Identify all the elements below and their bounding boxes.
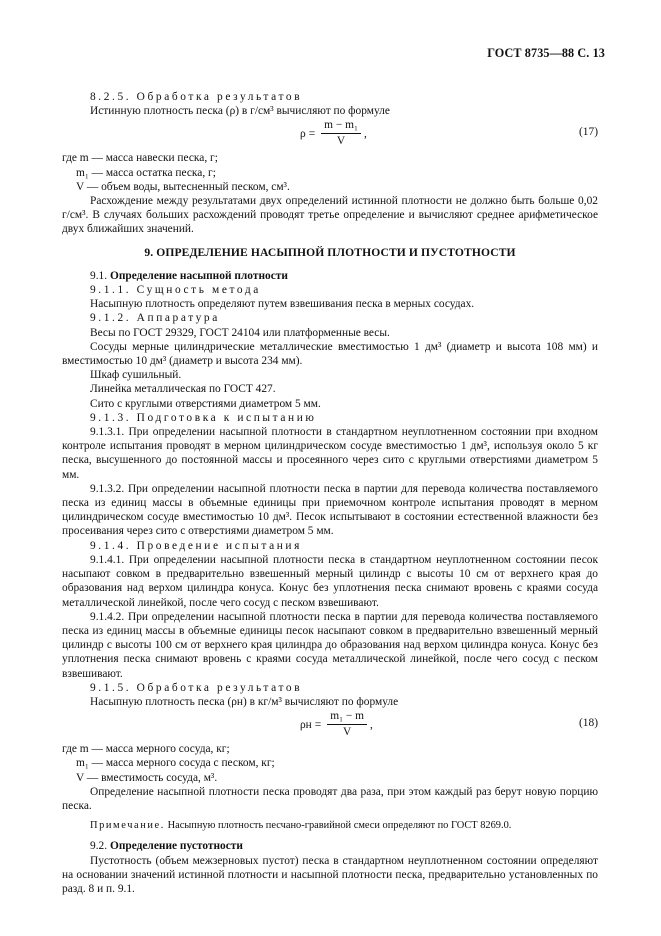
formula-17-number: (17) <box>579 126 598 139</box>
formula-17-lhs: ρ <box>300 127 306 140</box>
document-body <box>62 90 598 896</box>
formula-18-lhs: ρн <box>300 718 312 731</box>
section-9-heading: 9. ОПРЕДЕЛЕНИЕ НАСЫПНОЙ ПЛОТНОСТИ И ПУСТОТНОСТИ <box>144 245 516 259</box>
where-line: где m — масса навески песка, г; <box>62 152 218 165</box>
where-line: где m — масса мерного сосуда, кг; <box>62 743 230 756</box>
subsection-9-1-1-text: Насыпную плотность определяют путем взвешивания песка в мерных сосудах. <box>90 298 475 311</box>
running-header: ГОСТ 8735—88 С. 13 <box>487 46 605 60</box>
subsection-9-1-heading <box>62 269 598 283</box>
formula-18-tail: , <box>370 718 373 731</box>
formula-18-numerator: m₁ − m <box>327 710 367 725</box>
paragraph-divergence: Расхождение между результатами двух определений истинной плотности не должно быть больше 0,02 г/см³. В случаях больших расхождений проводят третье определение и вычисляют среднее арифметическое двух ближайших значений. <box>62 195 598 236</box>
formula-17-denominator: V <box>336 135 346 148</box>
clause-9-1-3-2: 9.1.3.2. При определении насыпной плотности песка в партии для перевода количества поставляемого песка из единиц массы в объемные единицы при приемочном контроле испытания проводят в мерном цилиндрическом сосуде вместимостью 10 дм³. Песок испытывают в состоянии естественной влажности без просеивания через сито с отверстиями диаметром 5 мм. <box>62 482 598 538</box>
where-line: m₁ — масса остатка песка, г; <box>76 166 216 179</box>
subsection-9-1-number: 9.1. <box>90 269 108 282</box>
note-label: Примечание. <box>90 820 165 832</box>
note <box>62 819 598 833</box>
subsection-9-2-number: 9.2. <box>90 840 108 853</box>
subsection-9-1-5-title: 9.1.5. Обработка результатов <box>90 681 303 694</box>
subsection-9-1-1-title: 9.1.1. Сущность метода <box>90 284 261 297</box>
subsection-9-2-title: Определение пустотности <box>109 840 243 853</box>
formula-17-fraction <box>321 119 361 148</box>
subsection-9-2-heading <box>62 839 598 853</box>
clause-9-1-4-1: 9.1.4.1. При определении насыпной плотности песка в стандартном неуплотненном состоянии песок насыпают совком в предварительно взвешенный мерный цилиндр с высоты 10 см от верхнего края до образования над верхом цилиндра конуса. Конус без уплотнения песка снимают вровень с краями сосуда металлической линейкой, после чего сосуд с песком взвешивают. <box>62 553 598 609</box>
clause-9-1-3-1: 9.1.3.1. При определении насыпной плотности в стандартном неуплотненном состоянии при входном контроле испытания проводят в мерном цилиндрическом сосуде вместимостью 1 дм³, используя около 5 кг песка, высушенного до постоянной массы и просеянного через сито с круглыми отверстиями диаметром 5 мм. <box>62 426 598 481</box>
formula-17-numerator: m − m₁ <box>321 119 361 134</box>
subsection-9-1-title: Определение насыпной плотности <box>109 269 288 282</box>
where-line: V — вместимость сосуда, м³. <box>76 771 218 784</box>
equipment-item: Шкаф сушильный. <box>90 369 182 382</box>
paragraph-repeat: Определение насыпной плотности песка проводят два раза, при этом каждый раз берут новую порцию песка. <box>62 785 598 812</box>
clause-9-1-4-2: 9.1.4.2. При определении насыпной плотности песка в партии для перевода количества поставляемого песка из единиц массы в объемные единицы песок насыпают совком в предварительно взвешенный мерный цилиндр с высоты 100 см от верхнего края цилиндра до образования над верхом цилиндра конуса. Конус без уплотнения песка снимают вровень с краями сосуда металлической линейкой, после чего сосуд с песком взвешивают. <box>62 610 598 680</box>
formula-18-denominator: V <box>343 726 352 739</box>
formula-17-tail: , <box>363 127 367 140</box>
equipment-item: Сосуды мерные цилиндрические металлические вместимостью 1 дм³ (диаметр и высота 108 мм) и вместимостью 10 дм³ (диаметр и высота 234 мм). <box>62 340 598 368</box>
equipment-item: Линейка металлическая по ГОСТ 427. <box>90 383 276 396</box>
formula-17-intro: Истинную плотность песка (ρ) в г/см³ вычисляют по формуле <box>90 105 390 118</box>
subsection-9-1-4-title: 9.1.4. Проведение испытания <box>90 539 302 552</box>
equipment-item: Весы по ГОСТ 29329, ГОСТ 24104 или платформенные весы. <box>90 326 390 339</box>
equipment-item: Сито с круглыми отверстиями диаметром 5 мм. <box>90 397 321 410</box>
formula-18-intro: Насыпную плотность песка (ρн) в кг/м³ вычисляют по формуле <box>90 695 399 708</box>
subsection-9-1-3-title: 9.1.3. Подготовка к испытанию <box>90 411 317 424</box>
formula-18-eq: = <box>314 718 322 731</box>
subsection-9-2-text: Пустотность (объем межзерновых пустот) песка в стандартном неуплотненном состоянии определяют на основании значений истинной плотности и насыпной плотности песка, предварительно установленных по разд. 8 и п. 9.1. <box>62 854 598 895</box>
subsection-8-2-5-title: 8.2.5. Обработка результатов <box>90 91 303 103</box>
subsection-9-1-2-title: 9.1.2. Аппаратура <box>90 312 220 325</box>
formula-17-eq: = <box>308 127 316 140</box>
formula-18-number: (18) <box>579 717 598 730</box>
formula-17 <box>62 119 598 149</box>
formula-18 <box>62 710 598 740</box>
where-line: m₁ — масса мерного сосуда с песком, кг; <box>76 757 275 770</box>
where-line: V — объем воды, вытесненный песком, см³. <box>76 180 290 193</box>
note-text: Насыпную плотность песчано-гравийной смеси определяют по ГОСТ 8269.0. <box>167 820 512 832</box>
formula-18-fraction <box>327 710 367 739</box>
